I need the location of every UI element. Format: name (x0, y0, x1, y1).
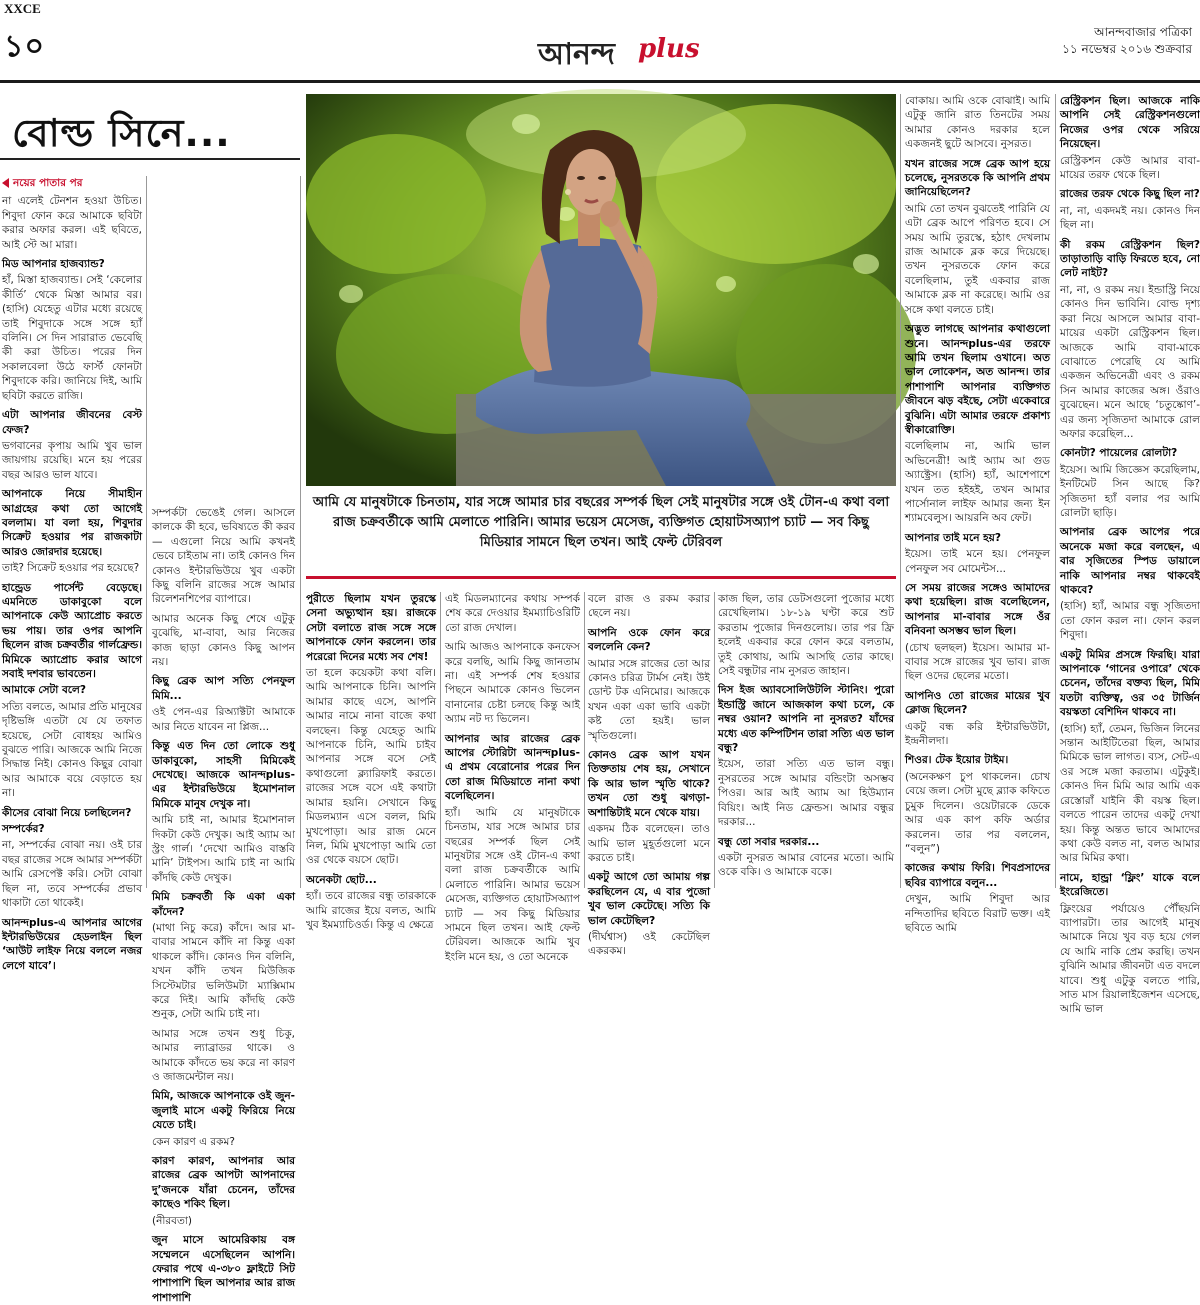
answer-paragraph: (হাসি) হ্যাঁ, তেমন, ভিজিন লিনের সন্তান আইটিতেরা ছিল, আমার মিমিকে ভাল লাগত। ব্যস, সেট-এ ওর সঙ্গে মজা করতাম। এটুকুই। কোনও দিন মিমি আর আমি এক রেস্তোরাঁ যাইনি কী বয়স্ক ছিল। বলতে পারেন তাদের একটু দেখা হয়। কিন্তু অন্তত ভাবে আমাদের কথা কেউ বলত না, বলত আমার আর মিমির কথা। (1060, 722, 1200, 865)
column-rule (584, 592, 585, 888)
answer-paragraph: (দীর্ঘশ্বাস) ওই কেটেছিল একরকম। (588, 930, 710, 958)
answer-paragraph: ভগবানের কৃপায় আমি খুব ভাল জায়গায় রয়েছি। মনে হয় পরের বছর আরও ভাল যাবে। (2, 439, 142, 481)
actress-photo-illustration (306, 94, 896, 486)
answer-paragraph: ইয়েস। তাই মনে হয়। পেনফুল পেনফুল সব মোমেন্টস... (905, 548, 1050, 575)
column-rule (714, 592, 715, 888)
question-paragraph: কারণ কারণ, আপনার আর রাজের ব্রেক আপটা আপনাদের দু’জনকে যাঁরা চেনেন, তাঁদের কাছেও শকিং ছিল। (152, 1155, 295, 1211)
column-rule (440, 592, 441, 888)
answer-paragraph: ফ্লিংয়ের পর্যায়েও পৌঁছয়নি ব্যাপারটা। তার আগেই মানুষ আমাকে নিয়ে খুব বড় হয়ে গেল যে আমি নাকি প্রেম করছি। তখন বুঝিনি আমার জীবনটা এত বদলে যাবে। শুধু এটুকু বলতে পারি, সাত মাস রিয়ালাইজেশন এসেছে, আমি ভাল (1060, 902, 1200, 1016)
answer-paragraph: আমার সঙ্গে তখন শুধু চিকু, আমার ল্যাব্রাডর থাকে। ও আমাকে কাঁদতে ভয় করে না কারণ ও জাজমেন্টাল নয়। (152, 1027, 295, 1084)
column-rule (900, 94, 901, 888)
article-column-3 (306, 592, 436, 931)
question-paragraph: হান্ড্রেড পার্সেন্ট বেড়েছে। এমনিতে ডাকাবুকো বলে আপনাকে কেউ অ্যাপ্রোচ করতে ভয় পায়। তার ওপর আপনি ছিলেন রাজ চক্রবর্তীর গার্লফ্রেন্ড। মিমিকে অ্যাপ্রোচ করার আগে সবাই দশবার ভাবতেন। (2, 581, 142, 680)
answer-paragraph: আমি আজও আপনাকে কনফেস করে বলছি, আমি কিছু জানতাম না। এই সম্পর্ক শেষ হওয়ার পিছনে আমাকে কোনও ভিলেন বানানোর চেষ্টা চলছে কিন্তু আই অ্যাম নট দ্য ভিলেন। (445, 641, 580, 726)
question-paragraph: আপনার ব্রেক আপের পরে অনেকে মজা করে বলছেন, এ বার সৃজিতের স্পিড ডায়ালে নাকি আপনার নম্বর থাকবেই থাকবে? (1060, 526, 1200, 596)
question-paragraph: একটু মিমির প্রসঙ্গে ফিরছি। যারা আপনাকে ‘গানের ওপারে’ থেকে চেনেন, তাঁদের বক্তব্য ছিল, মিমি যতটা ব্যক্তিত্ব, ওর ৩৫ টার্জিন বয়স্কতা বেশিদিন থাকবে না। (1060, 648, 1200, 719)
question-paragraph: মিমি চক্রবর্তী কি একা একা কাঁদেন? (152, 891, 295, 918)
article-column-4 (445, 592, 580, 963)
question-paragraph: কোনটা? পায়েলের রোলটা? (1060, 447, 1178, 460)
question-paragraph: যখন রাজের সঙ্গে ব্রেক আপ হয়ে চলেছে, নুসরতকে কি আপনি প্রথম জানিয়েছিলেন? (905, 157, 1050, 199)
answer-paragraph: হ্যাঁ। আমি যে মানুষটাকে চিনতাম, যার সঙ্গে আমার চার বছরের সম্পর্ক ছিল সেই মানুষটার সঙ্গে ওই টোন-এ কথা বলা রাজ চক্রবর্তীকে আমি মেলাতে পারিনি। আমার ভয়েস মেসেজ, ব্যক্তিগত হোয়াটসঅ্যাপ চ্যাট — সব কিছু মিডিয়ার সামনে ছিল তখন। আই ফেল্ট টেরিবল। আজকে আমি খুব ইংলি মনে হয়, ও তো অনেকে (445, 806, 580, 963)
question-paragraph: আপনাকে নিয়ে সীমাহীন আগ্রহের কথা তো আগেই বললাম। যা বলা হয়, শিবুদার সিক্রেট হওয়ার পর রাজকাটা আরও জোরদার হয়েছে। (2, 488, 142, 558)
answer-paragraph: সম্পর্কটা ভেঙেই গেল। আসলে কালকে কী হবে, ভবিষ্যতে কী করব — এগুলো নিয়ে আমি কখনই ভেবে চাইতাম না। তাই কোনও দিন কোনও ইন্টারভিউয়ে খুব একটা কিছু বলিনি রাজের সঙ্গে আমার রিলেশনশিপের ব্যাপারে। (152, 507, 295, 606)
answer-paragraph: আমার সঙ্গে রাজের তো আর কোনও চরিত্র টার্মস নেই। উই ডোন্ট টক এনিমোর। আজকে যখন একা একা ভাবি একটা কষ্ট তো হয়ই। ভাল স্মৃতিগুলো। (588, 657, 710, 742)
article-column-7 (905, 94, 1050, 934)
article-column-5 (588, 592, 710, 958)
question-paragraph: কোনও ব্রেক আপ যখন তিক্ততায় শেষ হয়, সেখানে কি আর ভাল স্মৃতি থাকে? তখন তো শুধু ঝগড়া-অশান্তিটাই মনে থেকে যায়। (588, 749, 710, 819)
headline-rule (0, 158, 300, 160)
answer-paragraph: আমি তো তখন বুঝতেই পারিনি যে এটা ব্রেক আপে পরিণত হবে। সে সময় আমি তুরস্কে, হঠাৎ দেখলাম রাজ আমাকে ব্লক করে দিয়েছে। তখন নুসরতকে ফোন করে বলেছিলাম, তুই একবার রাজ আমাকে ব্লক না করেছে। আমি ওর সঙ্গে কথা বলতে চাই। (905, 202, 1050, 316)
question-paragraph: নামে, হান্ড্রা ‘ফ্লিং’ যাকে বলে ইংরেজিতে। (1060, 871, 1200, 899)
question-paragraph: বন্ধু তো সবার দরকার... (718, 835, 820, 848)
question-paragraph: কাজের কথায় ফিরি। শিবপ্রসাদের ছবির ব্যাপারে বলুন... (905, 862, 1050, 889)
answer-paragraph: আমার অনেক কিছু শেষে এটুকু বুঝেছি, মা-বাবা, আর নিজের কাজ ছাড়া কোনও কিছু আপন নয়। (152, 612, 295, 669)
question-paragraph: আপনার তাই মনে হয়? (905, 531, 1001, 544)
answer-paragraph: একটা নুসরত আমার বোনের মতো। আমি ওকে বকি। ও আমাকে বকে। (718, 851, 894, 879)
issue-date: ১১ নভেম্বর ২০১৬ শুক্রবার (1062, 42, 1192, 56)
page-code: XXCE (4, 1, 41, 16)
column-rule (1055, 94, 1056, 888)
answer-paragraph: একদম ঠিক বলেছেন। তাও আমি ভাল মুহূর্তগুলো মনে করতে চাই। (588, 823, 710, 864)
pull-quote: আমি যে মানুষটাকে চিনতাম, যার সঙ্গে আমার চার বছরের সম্পর্ক ছিল সেই মানুষটার সঙ্গে ওই টোন-এ কথা বলা রাজ চক্রবর্তীকে আমি মেলাতে পারিনি। আমার ভয়েস মেসেজ, ব্যক্তিগত হোয়াটসঅ্যাপ চ্যাট — সব কিছু মিডিয়ার সামনে ছিল তখন। আই ফেল্ট টেরিবল (312, 495, 890, 550)
column-rule (146, 176, 147, 888)
question-paragraph: মিমি, আজকে আপনাকে ওই জুন-জুলাই মাসে একটু ফিরিয়ে নিয়ে যেতে চাই। (152, 1090, 295, 1132)
answer-paragraph: (মাথা নিচু করে) কাঁদে। আর মা-বাবার সামনে কাঁদি না কিন্তু একা থাকলে কাঁদি। কোনও দিন বলিনি, যখন কাঁদি তখন মিউজিক সিস্টেমটার ভলিউমটা ম্যাক্সিমাম করে দিই। আমি কাঁদছি কেউ শুনুক, সেটা আমি চাই না। (152, 921, 295, 1021)
answer-paragraph: না এলেই টেনশন হওয়া উচিত। শিবুদা ফোন করে আমাকে ছবিটা করার অফার করল। এই ছবিতে, আই স্টে আ মারা। (2, 195, 142, 251)
question-paragraph: আপনার আর রাজের ব্রেক আপের স্টোরিটা আনন্দplus-এ প্রথম বেরোনোর পরের দিন তো রাজ মিডিয়াতে নানা কথা বলেছিলেন। (445, 732, 580, 803)
question-paragraph: আপনি ওকে ফোন করে বললেনি কেন? (588, 626, 710, 654)
answer-paragraph: তা হলে কয়েকটা কথা বলি। আমি আপনাকে চিনি। আপনি আমার কাছে এসে, আপনি আমার নামে নানা বাজে কথা বলছেন। কিন্তু যেহেতু আমি আপনাকে চিনি, আমি চাইব আপনার সঙ্গে বসে সেই কথাগুলো ক্ল্যারিফাই করতে। রাজের সঙ্গে বসে এই কথাটা আমার হয়নি। সেখানে কিছু মিডলম্যান এসে বলল, মিমি মুখপোড়া। আর রাজ মেনে নিল, মিমি মুখপোড়া আমি তো ওর থেকে বয়সে ছোট। (306, 667, 436, 867)
answer-paragraph: ইয়েস, তারা সত্যি এত ভাল বন্ধু। নুসরতের সঙ্গে আমার বন্ডিংটা অসম্ভব পিওর। আর আই অ্যাম আ হিউম্যান বিয়িং। আই নিড ফ্রেন্ডস। আমার বন্ধুর দরকার... (718, 758, 894, 829)
answer-paragraph: না, সম্পর্কের বোঝা নয়। ওই চার বছর রাজের সঙ্গে আমার সম্পর্কটা আমি রেসপেক্ট করি। সেটা বোঝা ছিল না, তবে সম্পর্কের প্রভাব থাকাটা তো থাকেই। (2, 839, 142, 910)
answer-paragraph: হ্যাঁ। তবে রাজের বন্ধু তারকাকে আমি রাজের ইয়ে বলত, আমি খুব ইমম্যাচিওর্ড। কিন্তু এ ক্ষেত্রে (306, 890, 436, 931)
feature-photo (306, 94, 896, 486)
question-paragraph: একটু আগে তো আমায় গল্প করছিলেন যে, এ বার পুজো খুব ভাল কেটেছে। সত্যি কি ভাল কেটেছিল? (588, 871, 710, 927)
article-column-8 (1060, 94, 1200, 1016)
answer-paragraph: এই মিডলম্যানের কথায় সম্পর্ক শেষ করে দেওয়ার ইমম্যাচিওরিটি তো রাজ দেখাল। (445, 593, 580, 634)
answer-paragraph: তাই? সিক্রেট হওয়ার পর হয়েছে? (2, 562, 140, 575)
question-paragraph: কিন্তু এত দিন তো লোকে শুধু ডাকাবুকো, সাহসী মিমিকেই দেখেছে। আজকে আনন্দplus-এর ইন্টারভিউয়ে ইমোশনাল মিমিকে মানুষ দেখুক না। (152, 740, 295, 810)
answer-paragraph: একটু বন্ধ করি ইন্টারভিউটা, ইন্দ্রনীলদা। (905, 720, 1050, 748)
question-paragraph: শিওর। টেক ইয়োর টাইম। (905, 754, 1009, 767)
question-paragraph: জুন মাসে আমেরিকায় বঙ্গ সম্মেলনে এসেছিলেন আপনি। ফেরার পথে এ-৩৮০ ফ্লাইটে সিট পাশাপাশি ছিল আপনার আর রাজ পাশাপাশি (152, 1234, 295, 1304)
answer-paragraph: কেন কারণ এ রকম? (152, 1135, 235, 1148)
answer-paragraph: দেখুন, আমি শিবুদা আর নন্দিতাদির ছবিতে বিরাট ভক্ত। এই ছবিতে আমি (905, 893, 1050, 934)
question-paragraph: আমাকে সেটা বলে? (2, 684, 86, 697)
continue-arrow-icon (2, 178, 9, 188)
pull-quote-rule (306, 576, 896, 579)
publication-name: আনন্দবাজার পত্রিকা (1094, 25, 1192, 39)
answer-paragraph: বোকায়। আমি ওকে বোঝাই। আমি এটুকু জানি রাত তিনটের সময় আমার কোনও দরকার হলে একজনই ছুটে আসবে। নুসরত। (905, 95, 1050, 151)
answer-paragraph: কাজ ছিল, তার ডেটসগুলো পুজোর মধ্যে রেখেছিলাম। ১৮-১৯ ঘণ্টা করে শুট করতাম পুজোর দিনগুলোয়। তার পর ফ্রি হলেই একবার করে ফোন করে বলতাম, তুই কোথায়, আমি আসছি তোর কাছে। সেই বন্ধুটার নাম নুসরত জাহান। (718, 593, 894, 678)
article-headline: বোল্ড সিনে... (12, 111, 231, 155)
answer-paragraph: আমি চাই না, আমার ইমোশনাল দিকটা কেউ দেখুক। আই অ্যাম আ স্ট্রং গার্ল। ‘দেখো আমিও বাস্তবি মানি’ টাইপস। আমি চাই না আমি কাঁদছি কেউ দেখুক। (152, 814, 295, 884)
question-paragraph: দিস ইজ অ্যাবসোলিউটলি স্টানিং। পুরো ইন্ডাস্ট্রি জানে আজকাল কথা চলে, কে নম্বর ওয়ান? আপনি না নুসরত? যাঁদের মধ্যে এত কম্পিটিশন তারা সত্যি এত ভাল বন্ধু? (718, 684, 894, 755)
masthead-logo (520, 30, 720, 72)
answer-paragraph: সত্যি বলতে, আমার প্রতি মানুষের দৃষ্টিভঙ্গি এতটা যে যে তফাত হয়েছে, সেটা বোধহয় আমিও বুঝতে পারি। আজকে আমি নিজে সিদ্ধান্ত নিই। কোনও কিছুর বোঝা আর আমাকে বয়ে বেড়াতে হয় না। (2, 700, 142, 800)
question-paragraph: আপনিও তো রাজের মায়ের খুব ক্লোজ ছিলেন? (905, 689, 1050, 717)
article-column-6 (718, 592, 894, 888)
answer-paragraph: বলে রাজ ও রকম করার ছেলে নয়। (588, 593, 710, 620)
page-number: ১০ (4, 29, 45, 64)
answer-paragraph: ইয়েস। আমি জিজ্ঞেস করেছিলাম, ইনটিমেট সিন আছে কি? সৃজিতদা হ্যাঁ বলার পর আমি রোলটা ছাড়ি। (1060, 463, 1200, 519)
article-column-2 (152, 506, 295, 1304)
answer-paragraph: হাঁ, মিস্তা হাজব্যান্ড। সেই ‘কেলোর কীর্তি’ থেকে মিস্তা আমার বর। (হাসি) যেহেতু এটার মধ্যে রয়েছে তাই শিবুদাকে সঙ্গে সঙ্গে হ্যাঁ বলিনি। সে দিন সারারাত ভেবেছি কী করা উচিত। পরের দিন সকালবেলা উঠে ফার্স্ট ফোনটা শিবুদাকে করি। জানিয়ে দিই, আমি ছবিটা করতে রাজি। (2, 274, 142, 402)
masthead-bengali: আনন্দ (538, 37, 615, 72)
dateline (1062, 24, 1192, 58)
answer-paragraph: বলেছিলাম না, আমি ভাল অভিনেত্রী! আই অ্যাম আ গুড অ্যাক্ট্রেস। (হাসি) হ্যাঁ, আশেপাশে যখন তত হইহই, তখন আমার পার্সোনাল লাইফ আমার জন্য ইন শ্যামবেলুস। আয়রনি অব ফেট। (905, 440, 1050, 525)
answer-paragraph: (নীরবতা) (152, 1214, 193, 1227)
masthead-plus: plus (638, 34, 700, 64)
article-column-1 (2, 176, 142, 972)
column-rule (300, 176, 301, 888)
question-paragraph: কীসের বোঝা নিয়ে চলছিলেন? (2, 806, 132, 819)
answer-paragraph: (চোখ ছলছল) ইয়েস। আমার মা-বাবার সঙ্গে রাজের খুব ভাব। রাজ ছিল ওদের ছেলের মতো। (905, 641, 1050, 683)
answer-paragraph: না, না, ও রকম নয়। ইন্ডাস্ট্রি নিয়ে কোনও দিন ভাবিনি। বোল্ড দৃশ্য করা নিয়ে আসলে আমার বাবা-মায়ের একটা রেস্ট্রিকশন ছিল। আজকে আমি বাবা-মাকে বোঝাতে পেরেছি যে আমি একজন অভিনেত্রী এবং ও রকম সিন আমার কাজের অঙ্গ। ওঁরাও বুঝেছেন। মনে আছে ‘চতুষ্কোণ’-এর জন্য সৃজিতদা আমাকে রোল অফার করেছিল... (1060, 283, 1200, 440)
question-paragraph: রেস্ট্রিকশন ছিল। আজকে নাকি আপনি সেই রেস্ট্রিকশনগুলো নিজের ওপর থেকে সরিয়ে নিয়েছেন। (1060, 95, 1200, 151)
question-paragraph: অনেকটা ছোট... (306, 873, 377, 886)
question-paragraph: অদ্ভুত লাগছে আপনার কথাগুলো শুনে। আনন্দplus-এর তরফে আমি তখন ছিলাম ওখানে। অত ভাল লোকেশন, অত আনন্দ। তার পাশাপাশি আপনার ব্যক্তিগত জীবনে ঝড় বইছে, সেটা একেবারে বুঝিনি। এটা আমার তরফে প্রকাশ্য স্বীকারোক্তি। (905, 323, 1050, 436)
question-paragraph: সে সময় রাজের সঙ্গেও আমাদের কথা হয়েছিল। রাজ বলেছিলেন, আপনার মা-বাবার সঙ্গে ওঁর বনিবনা অসম্ভব ভাল ছিল। (905, 582, 1050, 638)
answer-paragraph: রেস্ট্রিকশন কেউ আমার বাবা-মায়ের তরফ থেকে ছিল। (1060, 154, 1200, 182)
answer-paragraph: ওই পেন-এর রিঅ্যাক্টটা আমাকে আর নিতে যাবেন না প্লিজ... (152, 706, 295, 733)
answer-paragraph: (হাসি) হ্যাঁ, আমার বন্ধু সৃজিতদা তো ফোন করল না। ফোন করল শিবুদা। (1060, 600, 1200, 642)
question-paragraph: সম্পর্কের? (2, 823, 45, 836)
question-paragraph: আনন্দplus-এ আপনার আগের ইন্টারভিউয়ের হেডলাইন ছিল ‘আউট লাইফ নিয়ে বললে নজর লেগে যাবে’। (2, 916, 142, 972)
question-paragraph: পুরীতে ছিলাম যখন তুরস্কে সেনা অভ্যুত্থান হয়। রাজকে সেটা বলাতে রাজ সঙ্গে সঙ্গে আপনাকে ফোন করলেন। তার পরেরো দিনের মধ্যে সব শেষ! (306, 593, 436, 663)
answer-paragraph: না, না, একদমই নয়। কোনও দিন ছিল না। (1060, 204, 1200, 232)
continued-from-text: নয়ের পাতার পর (13, 177, 83, 189)
question-paragraph: কী রকম রেস্ট্রিকশন ছিল? তাড়াতাড়ি বাড়ি ফিরতে হবে, নো লেট নাইট? (1060, 238, 1200, 280)
continued-from (2, 176, 142, 190)
answer-paragraph: (অনেকক্ষণ চুপ থাকলেন। চোখ বেয়ে জল। সেটা মুছে ব্ল্যাক কফিতে চুমুক দিলেন। ওয়েটারকে ডেকে আর এক কাপ কফি অর্ডার করলেন। তার পর বললেন, “বলুন”) (905, 770, 1050, 855)
header-rule (0, 80, 1200, 83)
question-paragraph: রাজের তরফ থেকে কিছু ছিল না? (1060, 188, 1200, 201)
question-paragraph: মিড আপনার হাজব্যান্ড? (2, 258, 105, 271)
question-paragraph: কিছু ব্রেক আপ সত্যি পেনফুল মিমি... (152, 675, 295, 702)
question-paragraph: এটা আপনার জীবনের বেস্ট ফেজ? (2, 409, 142, 436)
